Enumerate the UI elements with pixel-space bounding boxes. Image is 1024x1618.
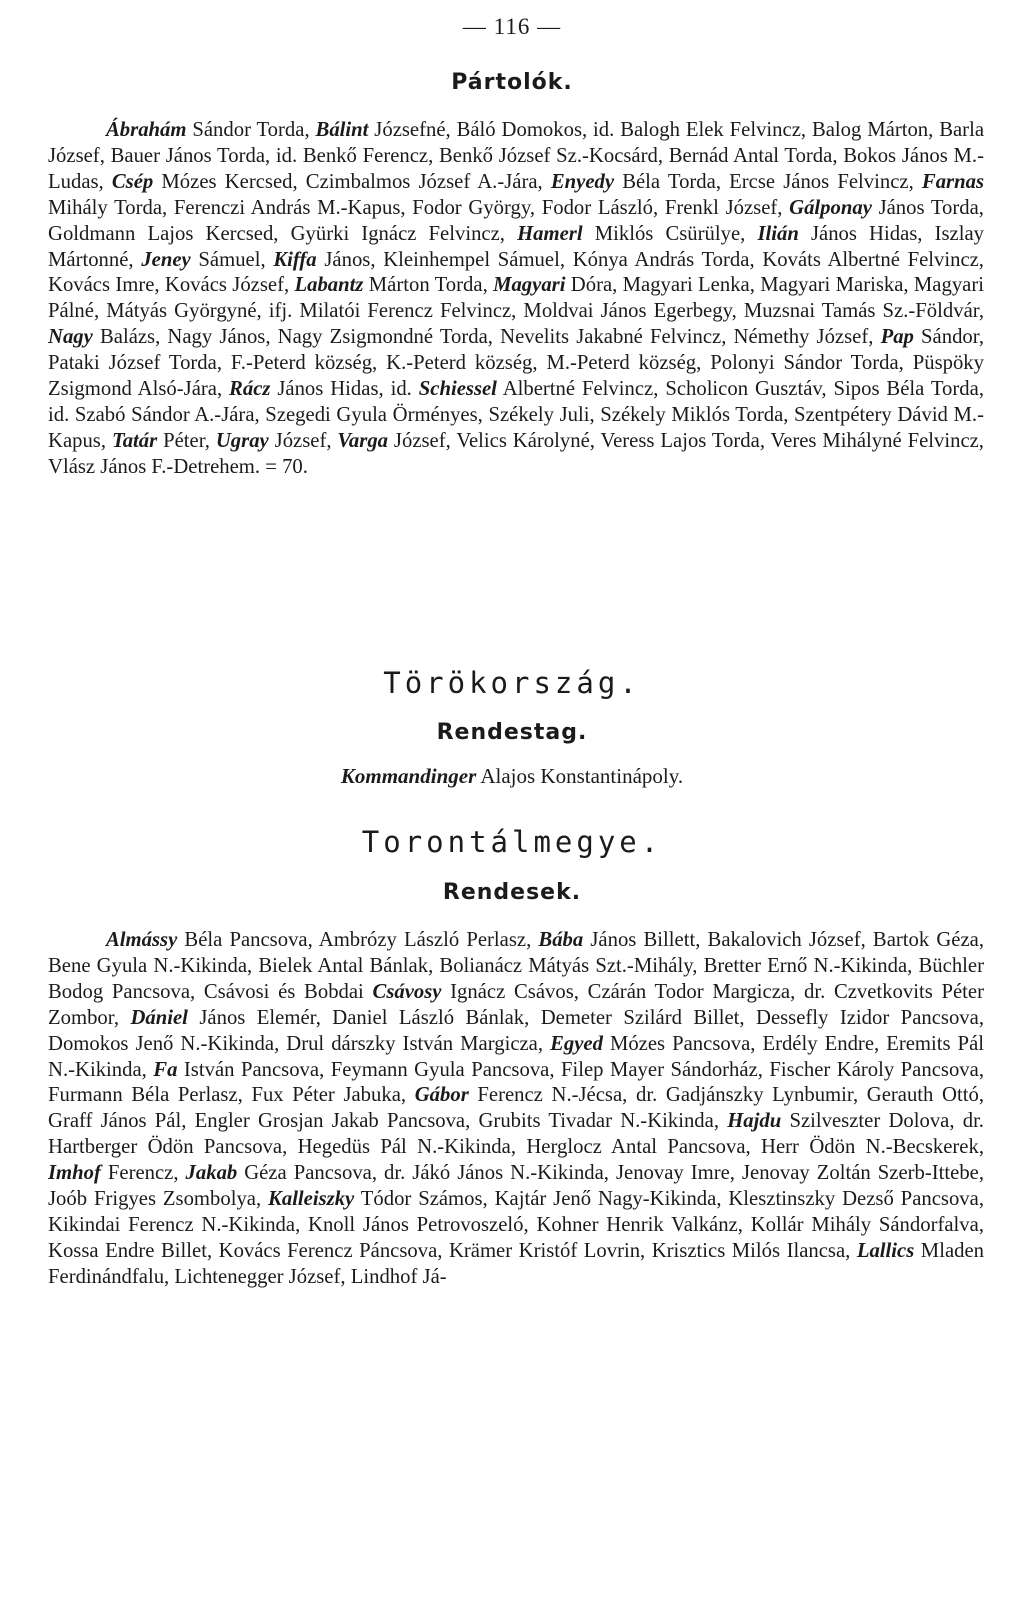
member-name-bold: Hamerl (517, 222, 583, 245)
member-text: Sámuel, (190, 248, 274, 271)
member-name-bold: Ugray (215, 429, 269, 452)
member-text: Józsefné, Báló Domokos, id. Balogh Elek Felvincz, Balog Márton, Barla József, Bauer János Torda, id. Benkő Ferencz, Benkő József Sz.-Kocsárd, Bernád Antal Torda, Bokos János M.-Ludas, (48, 119, 985, 193)
member-name-bold: Lallics (856, 1239, 915, 1262)
member-text: János Elemér, Daniel László Bánlak, Demeter Szilárd Billet, Dessefly Izidor Pancsova, Domokos Jenő N.-Kikinda, Drul dárszky István Margicza, (48, 1006, 984, 1055)
member-name-bold: Imhof (48, 1162, 101, 1185)
member-name-bold: Labantz (294, 274, 364, 297)
member-name-bold: Bába (538, 929, 584, 951)
member-text: Béla Pancsova, Ambrózy László Perlasz, (177, 929, 539, 951)
member-text: Mózes Pancsova, Erdély Endre, Eremits Pál N.-Kikinda, (48, 1032, 984, 1081)
rendesek-paragraph (48, 928, 984, 1291)
member-text: József, (268, 429, 338, 452)
member-name-bold: Farnas (921, 170, 984, 193)
member-text: Szilveszter Dolova, dr. Hartberger Ödön Pancsova, Hegedüs Pál N.-Kikinda, Herglocz Antal Pancsova, Herr Ödön N.-Becskerek, (48, 1110, 984, 1159)
member-name-bold: Pap (880, 326, 914, 349)
subheading-rendestag: Rendestag. (436, 720, 588, 745)
member-name-bold: Tatár (111, 429, 158, 452)
member-text: Mladen Ferdinándfalu, Lichtenegger József, Lindhof Já- (48, 1239, 984, 1288)
member-text: Sándor Torda, (186, 119, 316, 141)
page-number: — 116 — (462, 14, 562, 39)
country-heading-torokorszag: Törökország. (383, 666, 641, 700)
subheading-rendesek: Rendesek. (442, 880, 582, 905)
member-text: Márton Torda, (363, 274, 494, 297)
member-name-bold: Jakab (185, 1162, 238, 1185)
member-name-bold: Gálponay (789, 196, 872, 219)
member-text: Tódor Számos, Kajtár Jenő Nagy-Kikinda, Klesztinszky Dezső Pancsova, Kikindai Ferencz N.-Kikinda, Knoll János Petrovoszeló, Kohner Henrik Valkánz, Kollár Mihály Sándorfalva, Kossa Endre Billet, Kovács Ferencz Páncsova, Krämer Kristóf Lovrin, Krisztics Milós Ilancsa, (48, 1188, 984, 1262)
member-name-bold: Csép (111, 170, 154, 193)
member-text: Béla Torda, Ercse János Felvincz, (614, 170, 922, 193)
member-text: Ignácz Csávos, Czárán Todor Margicza, dr. Czvetkovits Péter Zombor, (48, 980, 984, 1029)
member-text: Albertné Felvincz, Scholicon Gusztáv, Sipos Béla Torda, id. Szabó Sándor A.-Jára, Szegedi Gyula Örményes, Székely Juli, Székely Miklós Torda, Szentpétery Dávid M.-Kapus, (48, 378, 984, 452)
member-name-bold: Fa (153, 1058, 178, 1081)
subheading-partolok: Pártolók. (451, 70, 573, 95)
member-name-bold: Bálint (315, 119, 369, 141)
member-name-bold: Gábor (414, 1084, 469, 1107)
member-name-bold: Varga (337, 429, 389, 452)
member-text: József, Velics Károlyné, Veress Lajos Torda, Veres Mihályné Felvincz, Vlász János F.-Detrehem. = 70. (48, 429, 984, 478)
member-name-bold: Csávosy (372, 980, 442, 1003)
member-name-bold: Ilián (757, 222, 799, 245)
member-name-bold: Rácz (229, 378, 271, 401)
member-text: János, Kleinhempel Sámuel, Kónya András Torda, Kováts Albertné Felvincz, Kovács Imre, Kovács József, (48, 248, 984, 297)
member-name-bold: Ábrahám (106, 119, 187, 141)
member-name-bold: Nagy (48, 326, 93, 349)
member-text: Balázs, Nagy János, Nagy Zsigmondné Torda, Nevelits Jakabné Felvincz, Némethy József, (92, 326, 881, 349)
member-name-bold: Hajdu (727, 1110, 782, 1133)
member-name-bold: Dániel (130, 1006, 188, 1029)
member-name-bold: Kalleiszky (268, 1188, 355, 1211)
member-name-bold: Almássy (106, 929, 178, 951)
member-text: Géza Pancsova, dr. Jákó János N.-Kikinda, Jenovay Imre, Jenovay Zoltán Szerb-Ittebe, Joób Frigyes Zsombolya, (48, 1162, 985, 1211)
member-name-bold: Kiffa (273, 248, 317, 271)
member-text: János Billett, Bakalovich József, Bartok Géza, Bene Gyula N.-Kikinda, Bielek Antal Bánlak, Bolianácz Mátyás Szt.-Mihály, Bretter Ernő N.-Kikinda, Büchler Bodog Pancsova, Csávosi és Bobdai (48, 929, 984, 1003)
member-text: Mózes Kercsed, Czimbalmos József A.-Jára, (153, 170, 551, 193)
member-name-bold: Schiessel (418, 378, 497, 401)
member-name-bold: Jeney (141, 248, 191, 271)
member-text: Dóra, Magyari Lenka, Magyari Mariska, Magyari Pálné, Mátyás Györgyné, ifj. Milatói Ferencz Felvincz, Moldvai János Egerbegy, Muzsnai Tamás Sz.-Földvár, (48, 274, 984, 323)
member-text: Mihály Torda, Ferenczi András M.-Kapus, Fodor György, Fodor László, Frenkl József, (48, 196, 790, 219)
member-name-bold: Enyedy (550, 170, 615, 193)
member-name-bold: Kommandinger (340, 764, 477, 788)
member-text: Ferencz N.-Jécsa, dr. Gadjánszky Lynbumir, Gerauth Ottó, Graff János Pál, Engler Grosjan Jakab Pancsova, Grubits Tivadar N.-Kikinda, (48, 1084, 984, 1133)
member-text: István Pancsova, Feymann Gyula Pancsova, Filep Mayer Sándorház, Fischer Károly Pancsova, Furmann Béla Perlasz, Fux Péter Jabuka, (48, 1058, 984, 1107)
member-text: Alajos Konstantinápoly. (476, 764, 684, 788)
member-text: Ferencz, (100, 1162, 186, 1185)
member-text: Miklós Csürülye, (582, 222, 758, 245)
member-text: János Hidas, id. (270, 378, 419, 401)
member-text: János Torda, Goldmann Lajos Kercsed, Gyürki Ignácz Felvincz, (48, 196, 984, 245)
member-text: Sándor, Pataki József Torda, F.-Peterd község, K.-Peterd község, M.-Peterd község, Polonyi Sándor Torda, Püspöky Zsigmond Alsó-Jára, (48, 326, 984, 401)
member-name-bold: Egyed (550, 1032, 603, 1055)
member-text: Péter, (157, 429, 216, 452)
member-text: János Hidas, Iszlay Mártonné, (48, 222, 984, 271)
partolok-paragraph (48, 118, 984, 481)
member-name-bold: Magyari (493, 274, 566, 297)
rendestag-entry (0, 764, 1024, 789)
country-heading-torontalmegye: Torontálmegye. (361, 825, 663, 859)
